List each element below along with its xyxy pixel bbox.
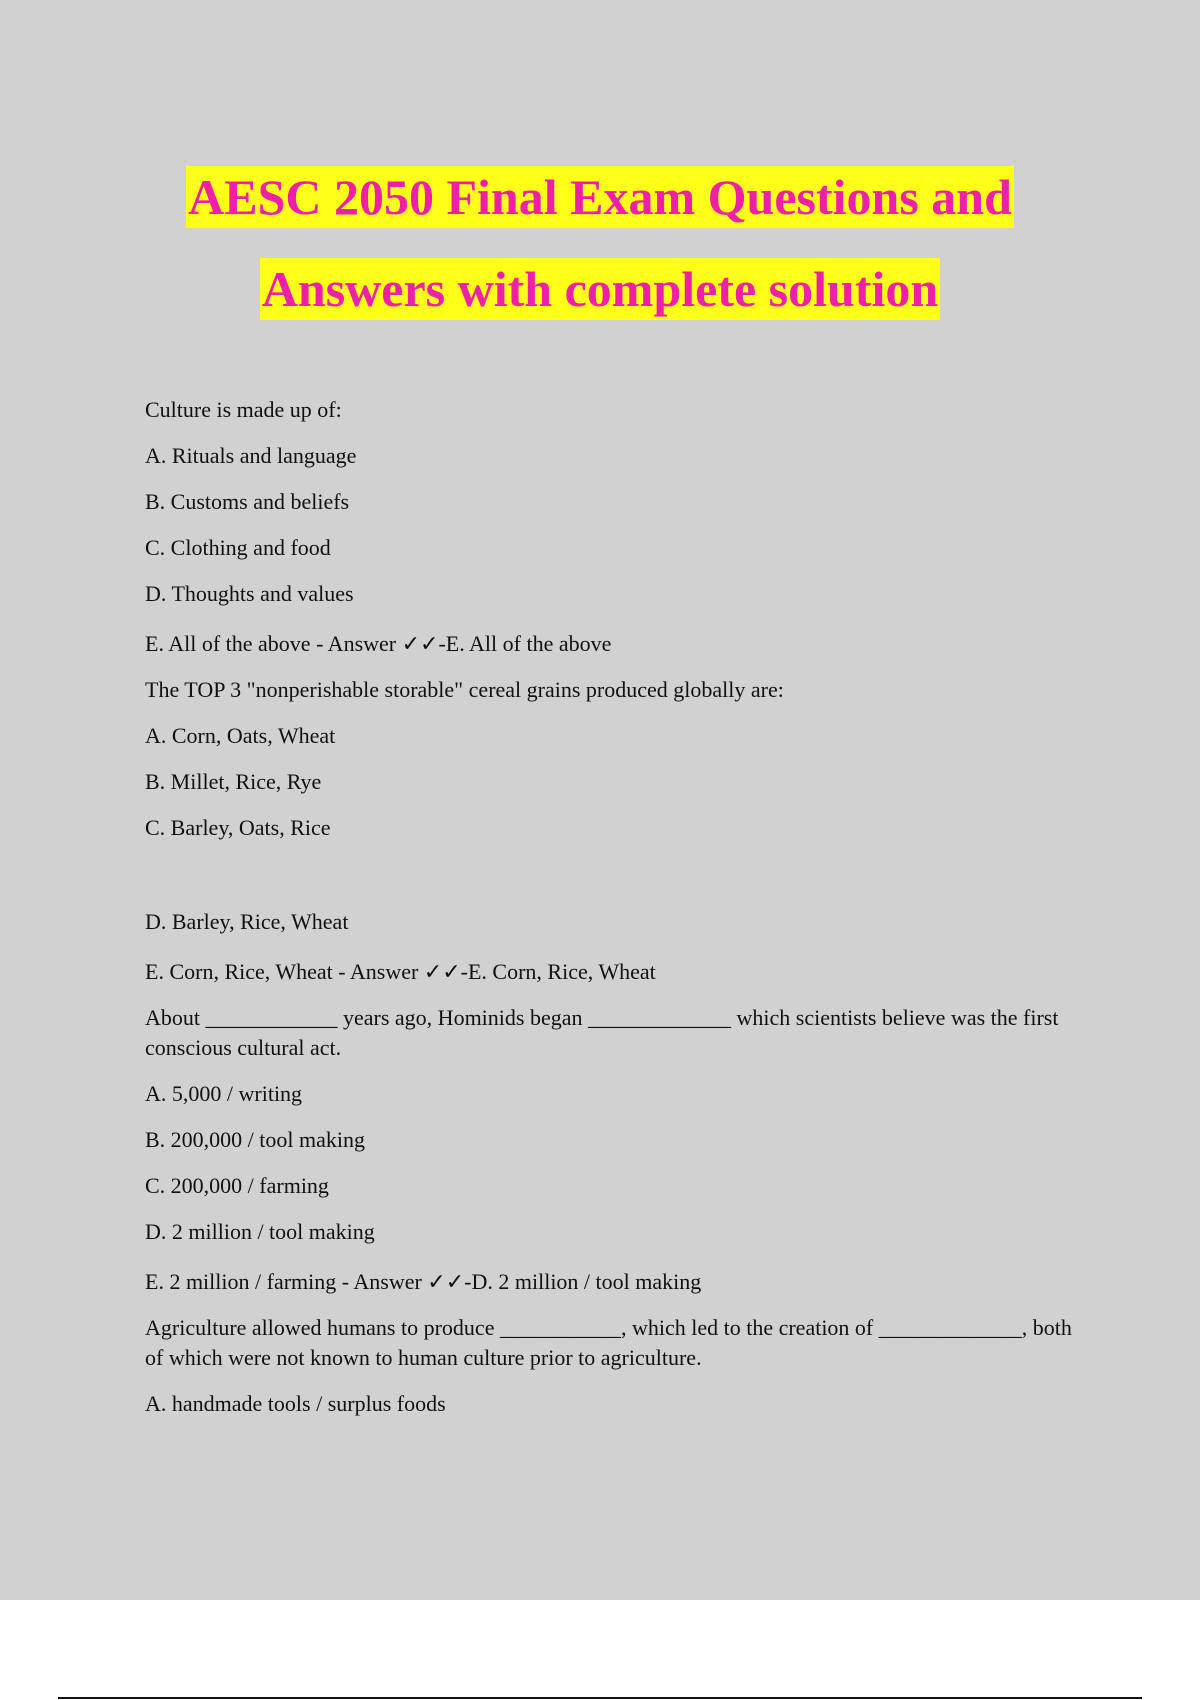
answer-option-with-key: E. All of the above - Answer ✓✓-E. All of the above bbox=[145, 631, 612, 656]
question-list bbox=[145, 395, 1085, 1435]
answer-option: A. 5,000 / writing bbox=[145, 1081, 303, 1106]
title-line-1: AESC 2050 Final Exam Questions and bbox=[186, 166, 1014, 228]
answer-option: B. Customs and beliefs bbox=[145, 489, 350, 514]
document-title bbox=[0, 166, 1200, 350]
answer-option: C. 200,000 / farming bbox=[145, 1173, 329, 1198]
answer-option: B. Millet, Rice, Rye bbox=[145, 769, 322, 794]
answer-option: C. Clothing and food bbox=[145, 535, 331, 560]
answer-option: D. Thoughts and values bbox=[145, 581, 354, 606]
answer-option: A. Rituals and language bbox=[145, 443, 357, 468]
question-stem: About ____________ years ago, Hominids began _____________ which scientists believe was the first conscious cultural act. bbox=[145, 1005, 1059, 1060]
title-line-2: Answers with complete solution bbox=[260, 258, 940, 320]
question-stem: The TOP 3 "nonperishable storable" cereal grains produced globally are: bbox=[145, 677, 784, 702]
blank-gap bbox=[145, 859, 1085, 907]
answer-option: C. Barley, Oats, Rice bbox=[145, 815, 331, 840]
question-stem: Agriculture allowed humans to produce ___________, which led to the creation of _____________, both of which were not known to human culture prior to agriculture. bbox=[145, 1315, 1072, 1370]
page-divider bbox=[58, 1697, 1142, 1699]
answer-option: D. 2 million / tool making bbox=[145, 1219, 375, 1244]
answer-option: A. Corn, Oats, Wheat bbox=[145, 723, 336, 748]
answer-option: D. Barley, Rice, Wheat bbox=[145, 909, 349, 934]
answer-option: B. 200,000 / tool making bbox=[145, 1127, 365, 1152]
answer-option-with-key: E. Corn, Rice, Wheat - Answer ✓✓-E. Corn, Rice, Wheat bbox=[145, 959, 656, 984]
answer-option-with-key: E. 2 million / farming - Answer ✓✓-D. 2 million / tool making bbox=[145, 1269, 702, 1294]
question-stem: Culture is made up of: bbox=[145, 397, 342, 422]
answer-option: A. handmade tools / surplus foods bbox=[145, 1391, 446, 1416]
